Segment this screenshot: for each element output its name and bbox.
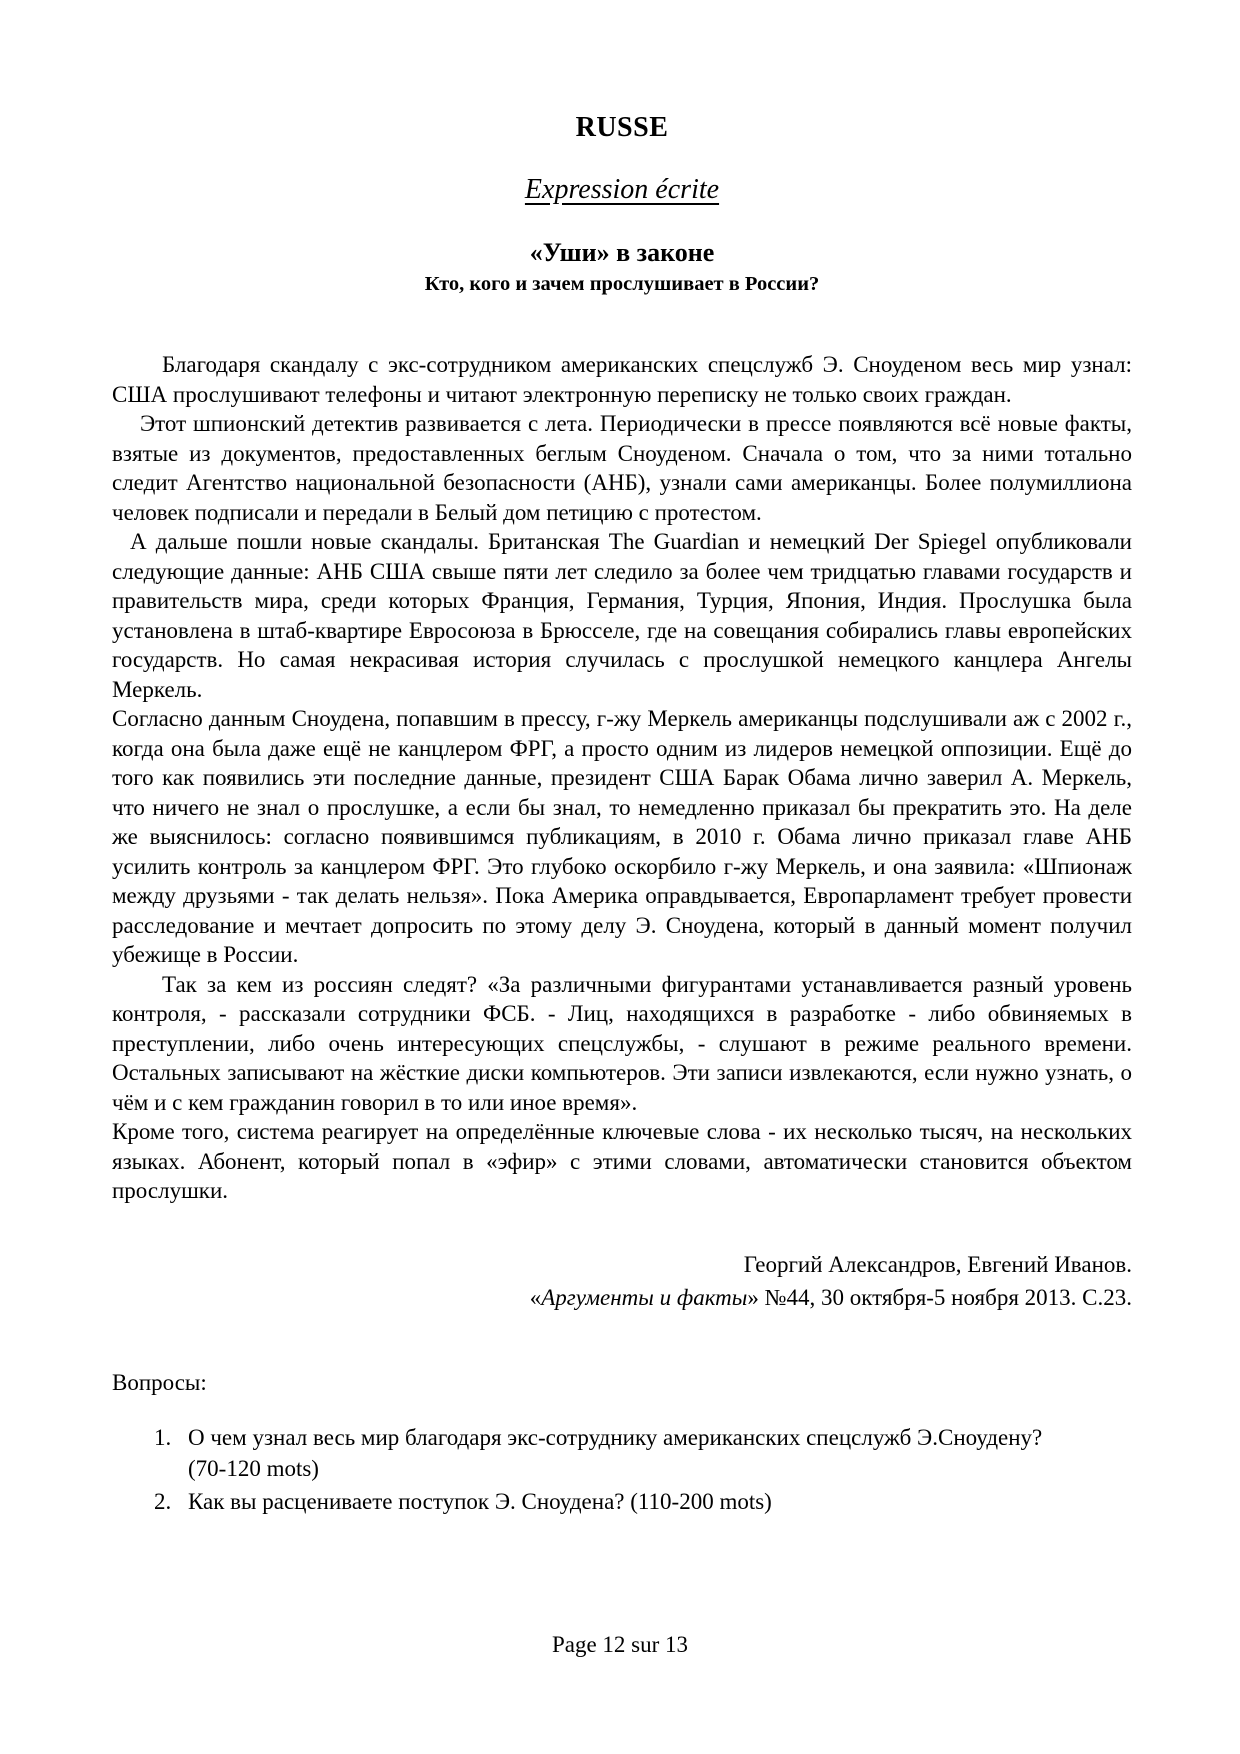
questions-list [112,1422,1132,1517]
questions-label: Вопросы: [112,1369,207,1395]
question-text: Как вы расцениваете поступок Э. Сноудена? [188,1488,625,1514]
attribution [112,1248,1132,1314]
article-paragraph: Кроме того, система реагирует на определённые ключевые слова - их несколько тысяч, на нескольких языках. Абонент, который попал в «эфир» с этими словами, автоматически становится объектом прослушки. [112,1119,1132,1203]
word-limit: (110-200 mots) [630,1488,772,1514]
article-body [112,350,1132,1206]
word-limit: (70-120 mots) [188,1455,319,1481]
article-paragraph: Благодаря скандалу с экс-сотрудником американских спецслужб Э. Сноуденом весь мир узнал: США прослушивают телефоны и читают электронную переписку не только своих граждан. [112,352,1132,407]
article-subtitle: Кто, кого и зачем прослушивает в России? [424,273,820,295]
page-footer: Page 12 sur 13 [551,1632,689,1657]
question-text: О чем узнал весь мир благодаря экс-сотруднику американских спецслужб Э.Сноудену? [188,1424,1043,1450]
section-title: Expression écrite [524,174,720,205]
source-title: Аргументы и факты [541,1284,748,1310]
attribution-source: «Аргументы и факты» №44, 30 октября-5 ноября 2013. С.23. [529,1284,1132,1310]
question-item [154,1486,1132,1517]
article-paragraph: Этот шпионский детектив развивается с лета. Периодически в прессе появляются всё новые факты, взятые из документов, предоставленных беглым Сноуденом. Сначала о том, что за ними тотально следит Агентство национальной безопасности (АНБ), узнали сами американцы. Более полумиллиона человек подписали и передали в Белый дом петицию с протестом. [112,411,1132,525]
attribution-authors: Георгий Александров, Евгений Иванов. [743,1251,1132,1277]
question-item [154,1422,1132,1484]
article-paragraph: Так за кем из россиян следят? «За различными фигурантами устанавливается разный уровень контроля, - рассказали сотрудники ФСБ. - Лиц, находящихся в разработке - либо обвиняемых в преступлении, либо очень интересующих спецслужбы, - слушают в режиме реального времени. Остальных записывают на жёсткие диски компьютеров. Эти записи извлекаются, если нужно узнать, о чём и с кем гражданин говорил в то или иное время». [112,971,1132,1115]
exam-title: RUSSE [575,112,669,143]
article-paragraph: А дальше пошли новые скандалы. Британская The Guardian и немецкий Der Spiegel опубликовали следующие данные: АНБ США свыше пяти лет следило за более чем тридцатью главами государств и правительств мира, среди которых Франция, Германия, Турция, Япония, Индия. Прослушка была установлена в штаб-квартире Евросоюза в Брюсселе, где на совещания собирались главы европейских государств. Но самая некрасивая история случилась с прослушкой немецкого канцлера Ангелы Меркель. [112,529,1132,702]
article-title: «Уши» в законе [529,238,715,267]
article-paragraph: Согласно данным Сноудена, попавшим в прессу, г-жу Меркель американцы подслушивали аж с 2002 г., когда она была даже ещё не канцлером ФРГ, а просто одним из лидеров немецкой оппозиции. Ещё до того как появились эти последние данные, президент США Барак Обама лично заверил А. Меркель, что ничего не знал о прослушке, а если бы знал, то немедленно приказал бы прекратить это. На деле же выяснилось: согласно появившимся публикациям, в 2010 г. Обама лично приказал главе АНБ усилить контроль за канцлером ФРГ. Это глубоко оскорбило г-жу Меркель, и она заявила: «Шпионаж между друзьями - так делать нельзя». Пока Америка оправдывается, Европарламент требует провести расследование и мечтает допросить по этому делу Э. Сноудена, который в данный момент получил убежище в России. [112,706,1132,967]
